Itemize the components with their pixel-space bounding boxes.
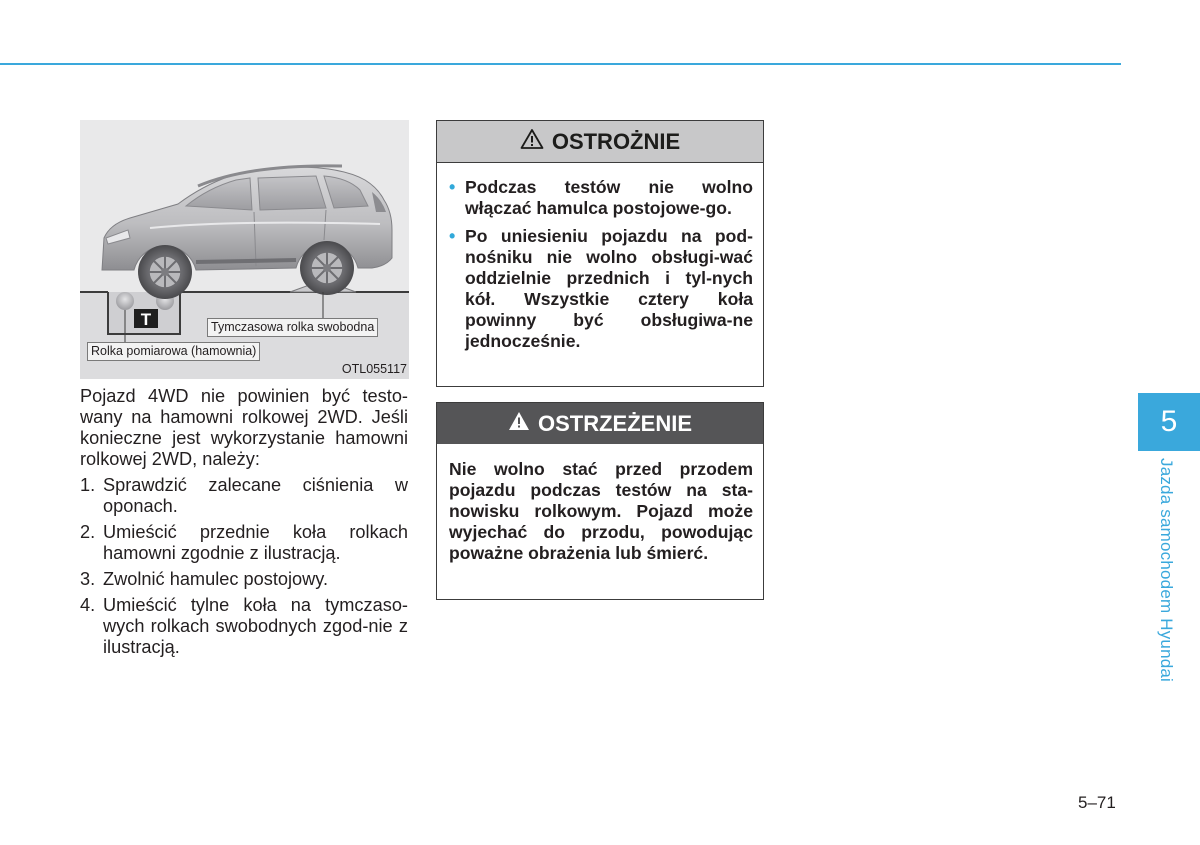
caution-body: [437, 163, 763, 352]
top-rule: [0, 63, 1121, 65]
chapter-number-tab: 5: [1138, 393, 1200, 451]
dynamometer-figure: [80, 120, 409, 379]
procedure-steps: [80, 475, 408, 658]
warning-triangle-icon: [508, 411, 530, 437]
warning-header: [437, 403, 763, 444]
warning-text: Nie wolno stać przed przodem pojazdu podczas testów na sta-nowisku rolkowym. Pojazd może wyjechać do przodu, powodując poważne obrażenia lub śmierć.: [449, 459, 753, 563]
chapter-title: [1154, 458, 1178, 688]
left-column: [80, 386, 408, 663]
temporary-roller-label: Tymczasowa rolka swobodna: [207, 318, 378, 337]
measuring-roller-label: Rolka pomiarowa (hamownia): [87, 342, 260, 361]
caution-header: [437, 121, 763, 163]
warning-body: [437, 444, 763, 564]
intro-paragraph: Pojazd 4WD nie powinien być testo-wany na hamowni rolkowej 2WD. Jeśli konieczne jest wykorzystanie hamowni rolkowej 2WD, należy:: [80, 386, 408, 469]
chapter-title-text: Jazda samochodem Hyundai: [1157, 458, 1176, 683]
list-item: 2. Umieścić przednie koła rolkach hamowni zgodnie z ilustracją.: [80, 522, 408, 563]
list-item: 1. Sprawdzić zalecane ciśnienia w oponach.: [80, 475, 408, 516]
car-on-dyno-illustration: [80, 120, 409, 379]
list-item: 3. Zwolnić hamulec postojowy.: [80, 569, 329, 589]
list-item: 4. Umieścić tylne koła na tymczaso-wych rolkach swobodnych zgod-nie z ilustracją.: [80, 595, 408, 657]
caution-title: OSTROŻNIE: [551, 128, 681, 154]
list-item: • Po uniesieniu pojazdu na pod-nośniku nie wolno obsługi-wać oddzielnie przednich i tyl-nych kół. Wszystkie cztery koła powinny być obsługiwa-ne jednocześnie.: [449, 226, 753, 351]
bullet-icon: •: [449, 226, 456, 246]
figure-code: OTL055117: [341, 362, 407, 376]
page-number: 5–71: [1078, 793, 1116, 812]
caution-triangle-icon: [520, 128, 544, 156]
warning-title: OSTRZEŻENIE: [537, 410, 692, 436]
list-item: • Podczas testów nie wolno włączać hamulca postojowe-go.: [449, 177, 753, 218]
caution-box: [436, 120, 764, 387]
warning-box: [436, 402, 764, 600]
dyno-mark: T: [140, 310, 152, 329]
bullet-icon: •: [449, 177, 456, 197]
